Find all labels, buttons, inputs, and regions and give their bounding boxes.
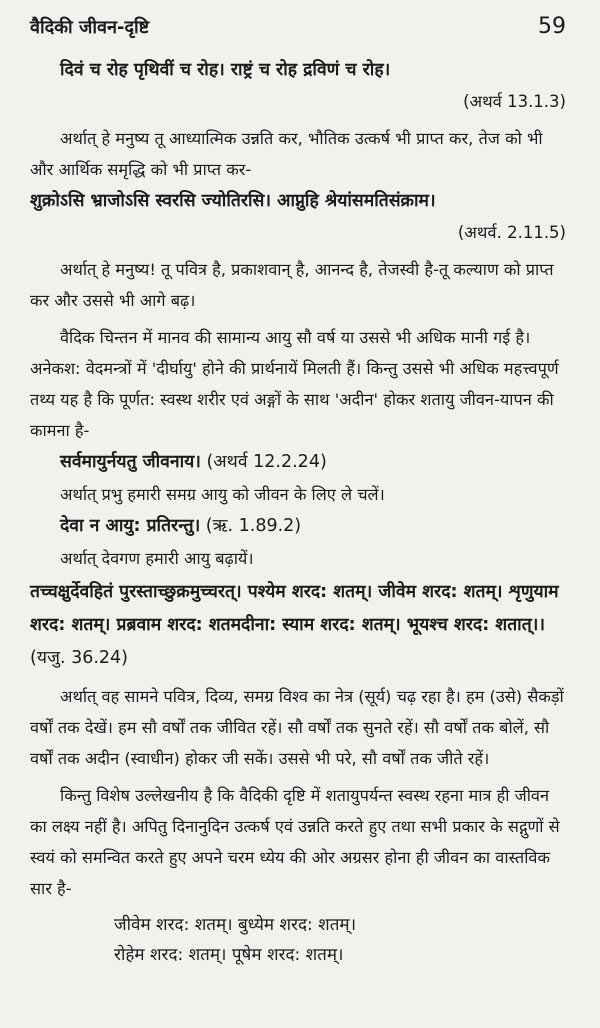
verse-3	[30, 446, 566, 479]
verse-4-source: (ऋ. 1.89.2)	[200, 516, 302, 536]
paragraph-4: अर्थात् प्रभु हमारी समग्र आयु को जीवन के लिए ले चलें।	[60, 485, 385, 504]
verse-1: दिवं च रोह पृथिवीं च रोह। राष्ट्रं च रोह द्रविणं च रोह।	[60, 60, 391, 80]
page-body	[22, 54, 566, 970]
verse-3-source: (अथर्व 12.2.24)	[200, 452, 327, 472]
verse-4-text: देवा न आयु: प्रतिरन्तु।	[60, 516, 201, 536]
paragraph-3: वैदिक चिन्तन में मानव की सामान्य आयु सौ वर्ष या उससे भी अधिक मानी गई है। अनेकश: वेदमन्त्रों में 'दीर्घायु' होने की प्रार्थनायें मिलती हैं। किन्तु उससे भी अधिक महत्त्वपूर्ण तथ्य यह है कि पूर्णत: स्वस्थ शरीर एवं अङ्गों के साथ 'अदीन' होकर शतायु जीवन-यापन की कामना है-	[30, 328, 559, 440]
paragraph-5: अर्थात् देवगण हमारी आयु बढ़ायें।	[60, 549, 254, 568]
page-number: 59	[538, 14, 566, 39]
closing-verse-line-2: रोहेम शरद: शतम्। पूषेम शरद: शतम्।	[114, 945, 344, 965]
verse-5-text: तच्चक्षुर्देवहितं पुरस्ताच्छुक्रमुच्चरत्। पश्येम शरद: शतम्। जीवेम शरद: शतम्। शृणुयाम शरद: शतम्। प्रब्रवाम शरद: शतमदीना: स्याम शरद: शतम्। भूयश्च शरद: शतात्।।	[30, 582, 559, 635]
verse-2-source: (अथर्व. 2.11.5)	[457, 223, 566, 242]
verse-1-source: (अथर्व 13.1.3)	[463, 92, 566, 111]
verse-5-source: (यजु. 36.24)	[30, 648, 129, 668]
verse-3-text: सर्वमायुर्नयतु जीवनाय।	[60, 452, 201, 472]
running-head: वैदिकी जीवन-दृष्टि	[30, 17, 150, 38]
verse-4	[30, 510, 566, 543]
closing-verse-line-1: जीवेम शरद: शतम्। बुध्येम शरद: शतम्।	[114, 915, 357, 935]
paragraph-6: अर्थात् वह सामने पवित्र, दिव्य, समग्र विश्व का नेत्र (सूर्य) चढ़ रहा है। हम (उसे) सैकड़ों वर्षों तक देखें। हम सौ वर्षों तक जीवित रहें। सौ वर्षों तक सुनते रहें। सौ वर्षों तक बोलें, सौ वर्षों तक अदीन (स्वाधीन) होकर जी सकें। उससे भी परे, सौ वर्षों तक जीते रहें।	[30, 687, 564, 768]
paragraph-1: अर्थात् हे मनुष्य तू आध्यात्मिक उन्नति कर, भौतिक उत्कर्ष भी प्राप्त कर, तेज को भी और आर्थिक समृद्धि को भी प्राप्त कर-	[30, 129, 543, 179]
verse-5	[30, 576, 566, 675]
paragraph-7: किन्तु विशेष उल्लेखनीय है कि वैदिकी दृष्टि में शतायुपर्यन्त स्वस्थ रहना मात्र ही जीवन का लक्ष्य नहीं है। अपितु दिनानुदिन उत्कर्ष एवं उन्नति करते हुए तथा सभी प्रकार के सद्गुणों से स्वयं को समन्वित करते हुए अपने चरम ध्येय की ओर अग्रसर होना ही जीवन का वास्तविक सार है-	[30, 786, 560, 898]
closing-verse	[30, 910, 566, 970]
verse-2: शुक्रोऽसि भ्राजोऽसि स्वरसि ज्योतिरसि। आप्नुहि श्रेयांसमतिसंक्राम।	[30, 191, 436, 211]
page-header	[22, 14, 566, 54]
paragraph-2: अर्थात् हे मनुष्य! तू पवित्र है, प्रकाशवान् है, आनन्द है, तेजस्वी है-तू कल्याण को प्राप्त कर और उससे भी आगे बढ़।	[30, 260, 554, 310]
